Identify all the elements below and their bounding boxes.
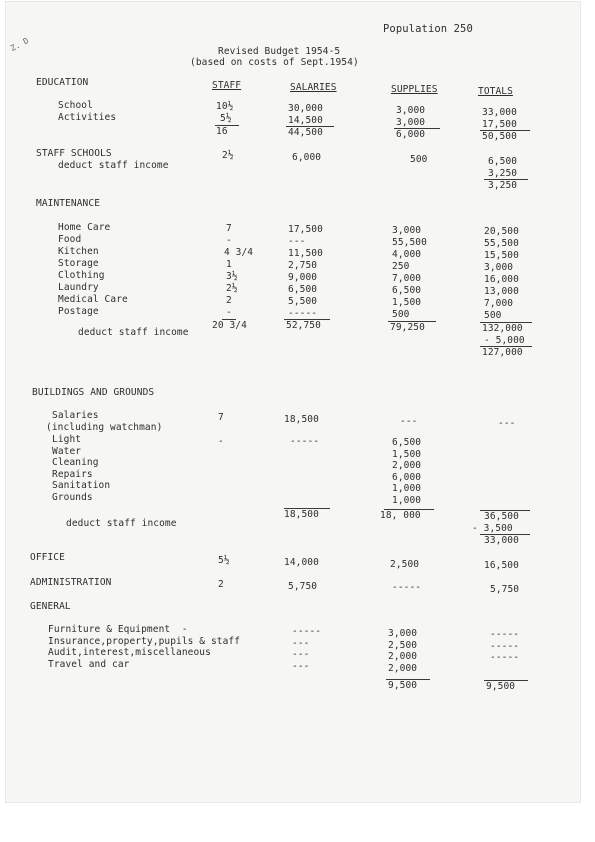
- maintenance-row-salaries: 9,000: [288, 272, 318, 283]
- maintenance-row-staff: 3½: [226, 271, 238, 282]
- general-row-supplies: 2,500: [388, 639, 418, 651]
- column-header-totals: TOTALS: [478, 86, 513, 97]
- office-totals: 16,500: [484, 560, 519, 571]
- section-administration-title: ADMINISTRATION: [30, 577, 112, 588]
- buildings-deduct-amount: - 3,500: [472, 523, 513, 534]
- administration-supplies: -----: [392, 582, 422, 593]
- document-title: Revised Budget 1954-5: [218, 46, 341, 57]
- education-subtotal-salaries: 44,500: [288, 127, 323, 138]
- buildings-item-supplies: 6,500: [392, 437, 422, 448]
- maintenance-row-salaries: 11,500: [288, 248, 323, 259]
- general-subtotal-supplies: 9,500: [388, 680, 418, 691]
- general-row-totals: -----: [490, 640, 520, 652]
- general-row-supplies: 2,000: [388, 662, 418, 674]
- document-subtitle: (based on costs of Sept.1954): [190, 57, 359, 68]
- maintenance-subtotal-supplies: 79,250: [390, 322, 425, 333]
- maintenance-row-totals: 7,000: [484, 298, 514, 309]
- education-row-staff: 10½: [216, 101, 234, 112]
- maintenance-row-label: Postage: [58, 306, 99, 317]
- column-header-staff: STAFF: [212, 80, 242, 91]
- education-row-totals: 17,500: [482, 119, 517, 130]
- buildings-light-salaries: -----: [290, 436, 320, 447]
- maintenance-deduct-label: deduct staff income: [78, 327, 189, 338]
- education-row-totals: 33,000: [482, 107, 517, 118]
- staff-schools-net-total: 3,250: [488, 180, 518, 191]
- general-row-label: Travel and car: [48, 658, 130, 670]
- maintenance-subtotal-salaries: 52,750: [286, 320, 321, 331]
- general-row-supplies: 2,000: [388, 651, 418, 662]
- buildings-salaries-note: (including watchman): [46, 422, 163, 433]
- education-row-salaries: 14,500: [288, 115, 323, 126]
- buildings-item-label: Sanitation: [52, 480, 111, 491]
- buildings-subtotal-salaries: 18,500: [284, 509, 319, 520]
- section-staff-schools-title: STAFF SCHOOLS: [36, 148, 112, 159]
- general-row-totals: -----: [490, 629, 520, 640]
- maintenance-row-label: Medical Care: [58, 294, 128, 305]
- buildings-totals-dash: ---: [498, 418, 516, 429]
- general-row-label: Audit,interest,miscellaneous: [48, 647, 211, 658]
- maintenance-row-salaries: 5,500: [288, 296, 318, 307]
- maintenance-row-label: Clothing: [58, 270, 105, 281]
- maintenance-row-supplies: 6,500: [392, 285, 422, 296]
- education-subtotal-totals: 50,500: [482, 131, 517, 142]
- maintenance-row-totals: 20,500: [484, 226, 519, 237]
- buildings-item-supplies: 1,000: [392, 483, 422, 494]
- maintenance-row-totals: 15,500: [484, 250, 519, 261]
- education-row-supplies: 3,000: [396, 117, 426, 128]
- maintenance-row-staff: -: [226, 307, 232, 318]
- section-education-title: EDUCATION: [36, 77, 89, 88]
- education-row-label: Activities: [58, 112, 117, 123]
- maintenance-row-supplies: 1,500: [392, 297, 422, 308]
- general-row-salaries: ---: [292, 637, 310, 649]
- buildings-net-total: 33,000: [484, 535, 519, 546]
- section-buildings-title: BUILDINGS AND GROUNDS: [32, 387, 155, 398]
- maintenance-row-staff: 1: [226, 259, 232, 270]
- education-subtotal-supplies: 6,000: [396, 129, 426, 140]
- staff-schools-supplies: 500: [410, 154, 428, 165]
- maintenance-row-salaries: -----: [288, 308, 318, 319]
- maintenance-row-totals: 3,000: [484, 262, 514, 273]
- maintenance-row-supplies: 3,000: [392, 225, 422, 236]
- maintenance-row-salaries: 2,750: [288, 260, 318, 271]
- administration-salaries: 5,750: [288, 581, 318, 592]
- population-label: Population 250: [383, 23, 473, 35]
- buildings-item-supplies: 1,500: [392, 448, 422, 460]
- maintenance-row-staff: 4 3/4: [224, 247, 254, 258]
- buildings-salaries-amount: 18,500: [284, 414, 319, 425]
- buildings-item-label: Light: [52, 434, 82, 445]
- general-row-salaries: ---: [292, 649, 310, 660]
- buildings-item-label: Grounds: [52, 491, 93, 503]
- section-office-title: OFFICE: [30, 552, 65, 563]
- education-row-salaries: 30,000: [288, 103, 323, 114]
- maintenance-row-supplies: 4,000: [392, 249, 422, 260]
- maintenance-subtotal-totals: 132,000: [482, 323, 523, 334]
- maintenance-row-totals: 55,500: [484, 238, 519, 249]
- buildings-deduct-label: deduct staff income: [66, 518, 177, 529]
- maintenance-row-label: Kitchen: [58, 246, 99, 257]
- maintenance-row-label: Laundry: [58, 282, 99, 293]
- buildings-subtotal-totals: 36,500: [484, 511, 519, 522]
- maintenance-row-label: Home Care: [58, 222, 111, 233]
- maintenance-row-label: Storage: [58, 258, 99, 269]
- office-supplies: 2,500: [390, 559, 420, 570]
- maintenance-subtotal-staff: 20 3/4: [212, 320, 247, 331]
- maintenance-row-supplies: 55,500: [392, 237, 427, 248]
- buildings-light-staff: -: [218, 436, 224, 447]
- section-maintenance-title: MAINTENANCE: [36, 198, 101, 209]
- maintenance-row-staff: 7: [226, 223, 232, 234]
- office-staff: 5½: [218, 555, 230, 566]
- education-row-label: School: [58, 100, 93, 111]
- general-row-salaries: ---: [292, 660, 310, 672]
- staff-schools-total: 6,500: [488, 156, 518, 167]
- education-row-staff: 5½: [220, 113, 232, 124]
- column-header-supplies: SUPPLIES: [391, 84, 438, 95]
- administration-staff: 2: [218, 579, 224, 590]
- maintenance-deduct-amount: - 5,000: [484, 335, 525, 346]
- staff-schools-deduct-label: deduct staff income: [58, 160, 169, 171]
- buildings-subtotal-supplies: 18, 000: [380, 510, 421, 521]
- buildings-item-label: Repairs: [52, 468, 93, 480]
- buildings-supplies-dash: ---: [400, 416, 418, 427]
- section-general-title: GENERAL: [30, 601, 71, 612]
- maintenance-row-supplies: 500: [392, 309, 410, 320]
- maintenance-row-staff: 2½: [226, 283, 238, 294]
- column-header-salaries: SALARIES: [290, 82, 337, 93]
- general-row-supplies: 3,000: [388, 628, 418, 639]
- general-subtotal-totals: 9,500: [486, 681, 516, 692]
- maintenance-row-totals: 13,000: [484, 286, 519, 297]
- maintenance-row-staff: 2: [226, 295, 232, 306]
- buildings-staff: 7: [218, 412, 224, 423]
- education-subtotal-staff: 16: [216, 126, 228, 137]
- general-row-salaries: -----: [292, 626, 322, 637]
- buildings-item-supplies: 2,000: [392, 460, 422, 471]
- maintenance-row-salaries: ---: [288, 236, 306, 247]
- buildings-item-supplies: 6,000: [392, 471, 422, 483]
- budget-sheet: [6, 2, 580, 802]
- maintenance-row-label: Food: [58, 234, 82, 245]
- maintenance-row-supplies: 7,000: [392, 273, 422, 284]
- maintenance-row-staff: -: [226, 235, 232, 246]
- general-row-label: Insurance,property,pupils & staff: [48, 635, 241, 647]
- buildings-item-label: Cleaning: [52, 457, 99, 468]
- maintenance-row-salaries: 6,500: [288, 284, 318, 295]
- buildings-item-supplies: 1,000: [392, 494, 422, 506]
- general-row-totals: -----: [490, 652, 520, 663]
- corner-handwritten-note: Z. D: [9, 36, 31, 53]
- maintenance-row-totals: 500: [484, 310, 502, 321]
- buildings-salaries-label: Salaries: [52, 410, 99, 421]
- administration-totals: 5,750: [490, 584, 520, 595]
- maintenance-row-salaries: 17,500: [288, 224, 323, 235]
- maintenance-net-total: 127,000: [482, 347, 523, 358]
- staff-schools-salaries: 6,000: [292, 152, 322, 163]
- general-row-label: Furniture & Equipment -: [48, 624, 188, 635]
- office-salaries: 14,000: [284, 557, 319, 568]
- buildings-item-label: Water: [52, 445, 82, 457]
- maintenance-row-supplies: 250: [392, 261, 410, 272]
- education-row-supplies: 3,000: [396, 105, 426, 116]
- maintenance-row-totals: 16,000: [484, 274, 519, 285]
- staff-schools-deduct-amount: 3,250: [488, 168, 518, 179]
- staff-schools-staff: 2½: [222, 150, 234, 161]
